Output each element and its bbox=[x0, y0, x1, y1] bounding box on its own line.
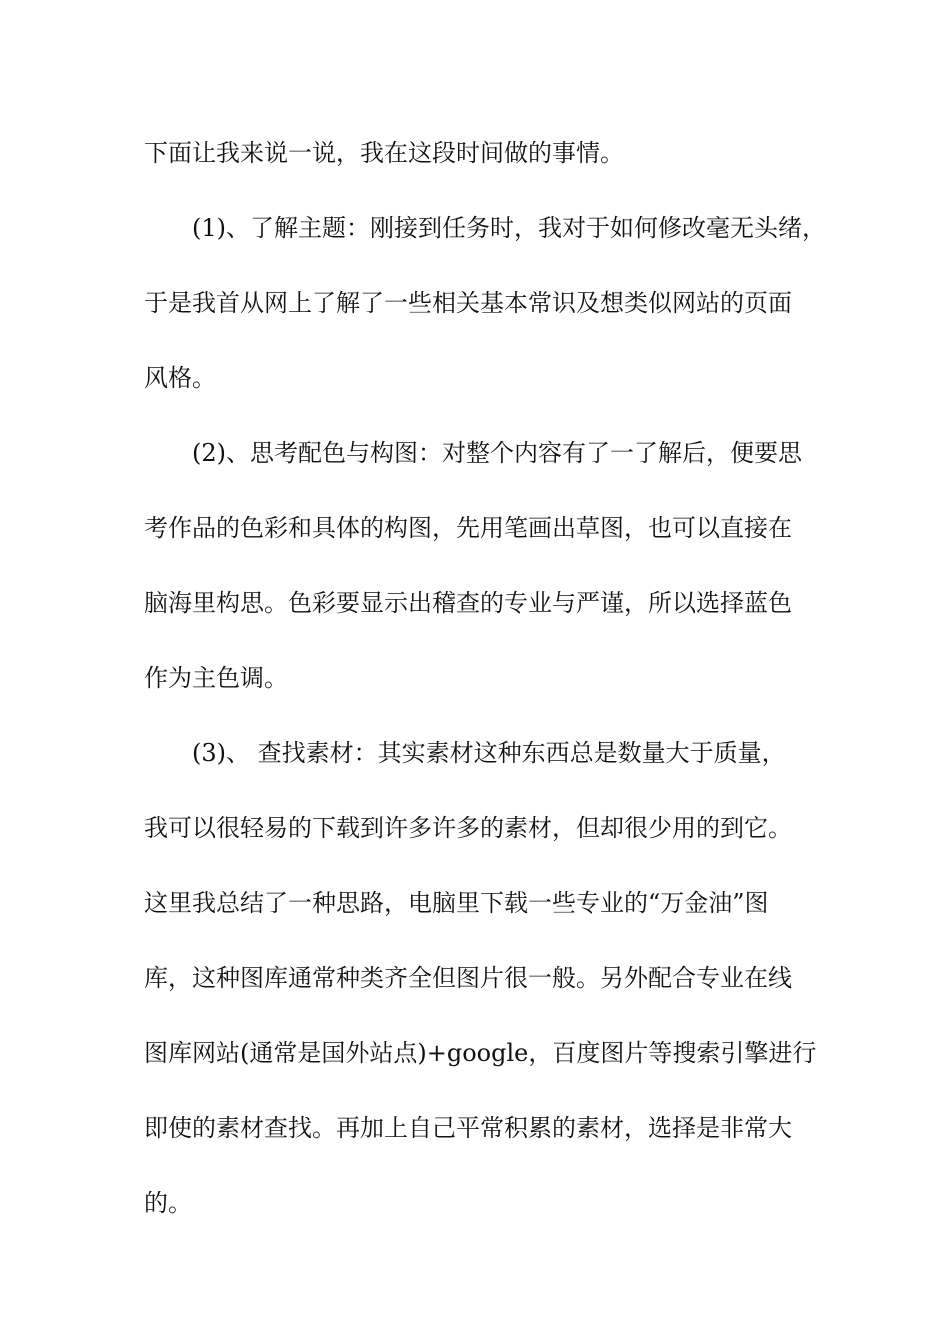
paragraph-line-14: 即使的素材查找。再加上自己平常积累的素材，选择是非常大 bbox=[144, 1114, 792, 1142]
paragraph-line-9: (3)、 查找素材：其实素材这种东西总是数量大于质量， bbox=[192, 739, 786, 767]
paragraph-line-8: 作为主色调。 bbox=[144, 664, 288, 692]
paragraph-line-12: 库，这种图库通常种类齐全但图片很一般。另外配合专业在线 bbox=[144, 964, 792, 992]
paragraph-line-10: 我可以很轻易的下载到许多许多的素材，但却很少用的到它。 bbox=[144, 814, 792, 842]
paragraph-line-11: 这里我总结了一种思路，电脑里下载一些专业的“万金油”图 bbox=[144, 889, 769, 917]
paragraph-line-7: 脑海里构思。色彩要显示出稽查的专业与严谨，所以选择蓝色 bbox=[144, 589, 792, 617]
paragraph-line-6: 考作品的色彩和具体的构图，先用笔画出草图，也可以直接在 bbox=[144, 514, 792, 542]
paragraph-line-3: 于是我首从网上了解了一些相关基本常识及想类似网站的页面 bbox=[144, 289, 792, 317]
paragraph-line-15: 的。 bbox=[144, 1189, 192, 1217]
paragraph-line-5: (2)、思考配色与构图：对整个内容有了一了解后，便要思 bbox=[192, 439, 802, 467]
paragraph-line-2: (1)、了解主题：刚接到任务时，我对于如何修改毫无头绪， bbox=[192, 214, 826, 242]
paragraph-line-4: 风格。 bbox=[144, 364, 216, 392]
paragraph-line-1: 下面让我来说一说，我在这段时间做的事情。 bbox=[144, 139, 624, 167]
paragraph-line-13: 图库网站(通常是国外站点)+google，百度图片等搜索引擎进行 bbox=[144, 1039, 817, 1067]
